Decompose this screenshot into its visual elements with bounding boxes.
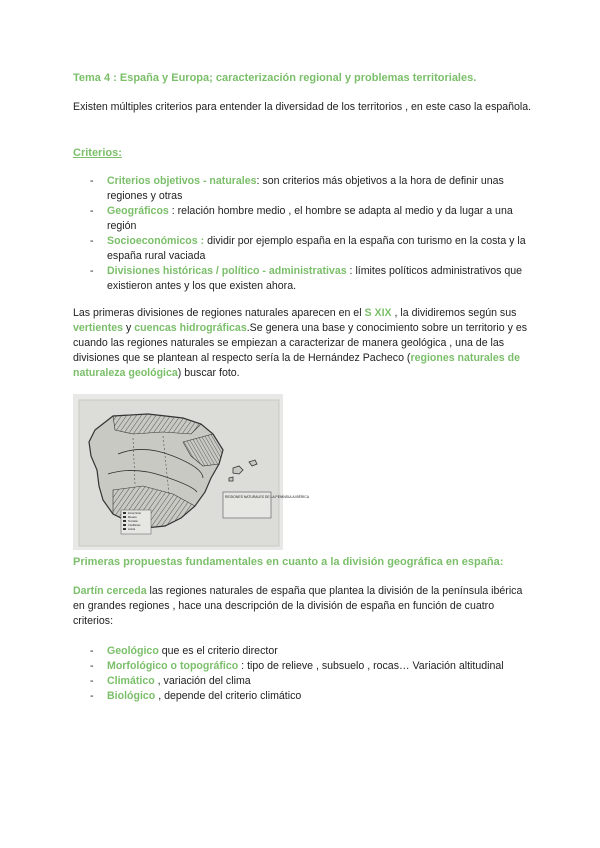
list-item: [73, 174, 533, 204]
list-item-term: Socioeconómicos :: [107, 235, 205, 247]
list-item: [73, 689, 533, 704]
highlight-vertientes: vertientes: [73, 322, 124, 334]
list-item-sep: :: [256, 175, 260, 187]
regions-paragraph: [73, 306, 533, 381]
highlight-regiones-geologicas: regiones naturales de naturaleza geológica: [73, 352, 520, 379]
list-item: [73, 264, 533, 294]
list-item-text: que es el criterio director: [158, 645, 278, 657]
list-dash: -: [90, 690, 94, 702]
list-item-term: Criterios objetivos - naturales: [107, 175, 257, 187]
list-item-term: Divisiones históricas / político - administrativas: [107, 265, 347, 277]
text-run: .Se genera una base y conocimiento sobre un territorio y es cuando las regiones naturales se empiezan a caracterizar de manera geológica , una de las divisiones que se plantean al respecto sería la de Hernández Pacheco (: [73, 322, 528, 364]
map-legend-item: Zona Norte: [128, 512, 141, 515]
list-item-text: , variación del clima: [154, 675, 251, 687]
list-item-text: dividir por ejemplo españa en la españa con turismo en la costa y la españa rural vaciada: [107, 235, 526, 262]
list-item-term: Climático: [107, 675, 155, 687]
highlight-s-xix: S XIX: [364, 307, 392, 319]
list-item-text: son criterios más objetivos a la hora de definir unas regiones y otras: [107, 175, 504, 202]
map-legend-item: Cordilleras: [128, 524, 141, 527]
map-legend-title: REGIONES NATURALES DE LA PENÍNSULA IBÉRICA: [225, 495, 309, 499]
list-item-text: : límites políticos administrativos que existieron antes y los que existen ahora.: [107, 265, 523, 292]
list-item: [73, 644, 533, 659]
text-run: Las primeras divisiones de regiones naturales aparecen en el: [73, 307, 365, 319]
list-item-text: , depende del criterio climático: [155, 690, 302, 702]
map-legend-item: Terciario: [128, 520, 138, 523]
list-item: [73, 234, 533, 264]
map-legend-item: Litoral: [128, 528, 136, 531]
map-legend-item: Meseta: [128, 516, 137, 519]
list-item: [73, 674, 533, 689]
section-heading-propuestas: Primeras propuestas fundamentales en cuanto a la división geográfica en españa:: [73, 556, 504, 568]
text-run: ) buscar foto.: [177, 367, 240, 379]
list-item-term: Geográficos: [107, 205, 169, 217]
list-dash: -: [90, 205, 94, 217]
page-title: Tema 4 : España y Europa; caracterización regional y problemas territoriales.: [73, 72, 477, 84]
list-item-text: : tipo de relieve , subsuelo , rocas… Variación altitudinal: [238, 660, 504, 672]
list-item: [73, 659, 533, 674]
text-run: , la dividiremos según sus: [391, 307, 517, 319]
list-dash: -: [90, 675, 94, 687]
dartin-paragraph: [73, 584, 533, 629]
list-item-text: : relación hombre medio , el hombre se adapta al medio y da lugar a una región: [107, 205, 513, 232]
list-item-term: Geológico: [107, 645, 159, 657]
list-dash: -: [90, 265, 94, 277]
list-dash: -: [90, 235, 94, 247]
map-photo: [73, 394, 309, 550]
text-run: y: [123, 322, 135, 334]
list-item-term: Biológico: [107, 690, 156, 702]
list-item-term: Morfológico o topográfico: [107, 660, 239, 672]
list-dash: -: [90, 175, 94, 187]
highlight-dartin-cerceda: Dartín cerceda: [73, 585, 147, 597]
criterios2-list: [73, 644, 533, 704]
list-item: [73, 204, 533, 234]
criterios-list: [73, 174, 533, 294]
list-dash: -: [90, 645, 94, 657]
text-run: las regiones naturales de españa que plantea la división de la península ibérica en grandes regiones , hace una descripción de la división de españa en función de cuatro criterios:: [73, 585, 523, 627]
iberian-map-image: [73, 394, 309, 550]
highlight-cuencas: cuencas hidrográficas: [134, 322, 247, 334]
criterios-heading: Criterios:: [73, 147, 122, 159]
intro-paragraph: Existen múltiples criterios para entender la diversidad de los territorios , en este caso la española.: [73, 101, 532, 113]
list-dash: -: [90, 660, 94, 672]
